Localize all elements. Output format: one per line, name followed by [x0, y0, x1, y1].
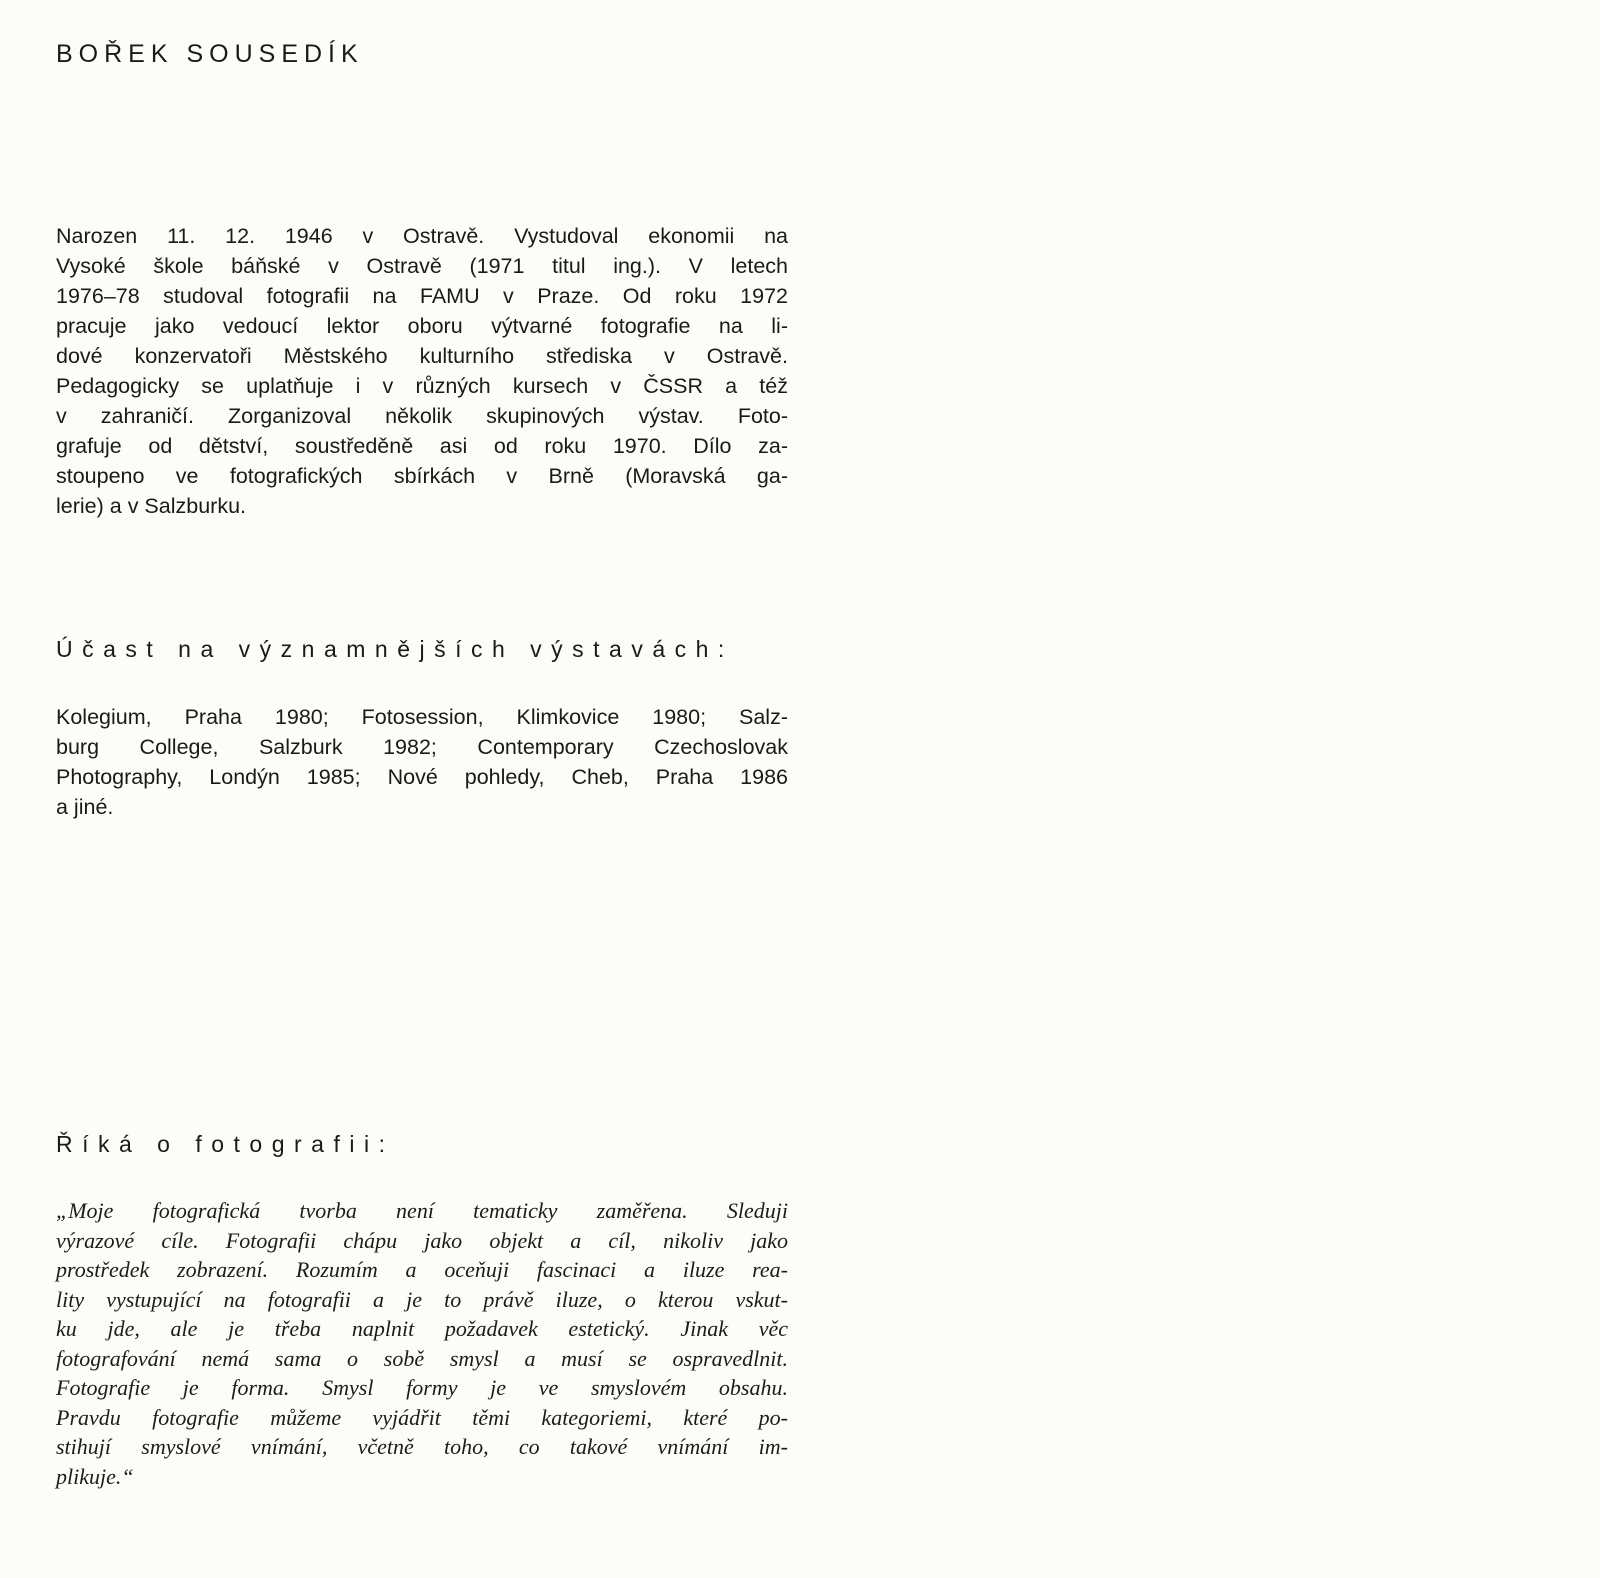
biography-line: lerie) a v Salzburku. [56, 494, 246, 518]
exhibitions-paragraph [56, 702, 788, 822]
statement-line: výrazové cíle. Fotografii chápu jako objekt a cíl, nikoliv jako [56, 1227, 788, 1253]
biography-line: Pedagogicky se uplatňuje i v různých kursech v ČSSR a též [56, 374, 788, 398]
biography-line: grafuje od dětství, soustředěně asi od roku 1970. Dílo za- [56, 434, 788, 458]
statement-line: prostředek zobrazení. Rozumím a oceňuji fascinaci a iluze rea- [56, 1257, 788, 1282]
biography-line: pracuje jako vedoucí lektor oboru výtvarné fotografie na li- [56, 314, 788, 338]
exhibitions-line: Kolegium, Praha 1980; Fotosession, Klimkovice 1980; Salz- [56, 705, 788, 729]
exhibitions-line: Photography, Londýn 1985; Nové pohledy, Cheb, Praha 1986 [56, 765, 788, 789]
statement-line: ku jde, ale je třeba naplnit požadavek estetický. Jinak věc [56, 1316, 788, 1341]
statement-line: fotografování nemá sama o sobě smysl a musí se ospravedlnit. [56, 1345, 788, 1371]
biography-line: Vysoké škole báňské v Ostravě (1971 titul ing.). V letech [56, 254, 788, 278]
biography-line: dové konzervatoři Městského kulturního střediska v Ostravě. [56, 344, 788, 368]
statement-quote [56, 1196, 788, 1491]
statement-line: stihují smyslové vnímání, včetně toho, co takové vnímání im- [56, 1434, 788, 1459]
biography-line: Narozen 11. 12. 1946 v Ostravě. Vystudoval ekonomii na [56, 224, 788, 248]
biography-line: 1976–78 studoval fotografii na FAMU v Praze. Od roku 1972 [56, 284, 788, 308]
statement-line: Fotografie je forma. Smysl formy je ve smyslovém obsahu. [56, 1375, 788, 1400]
statement-line: „Moje fotografická tvorba není tematicky zaměřena. Sleduji [56, 1198, 788, 1223]
biography-line: stoupeno ve fotografických sbírkách v Brně (Moravská ga- [56, 464, 788, 488]
exhibitions-heading: Účast na významnějších výstavách: [56, 636, 734, 662]
author-name: BOŘEK SOUSEDÍK [56, 40, 364, 68]
biography-line: v zahraničí. Zorganizoval několik skupinových výstav. Foto- [56, 404, 788, 428]
statement-line: Pravdu fotografie můžeme vyjádřit těmi kategoriemi, které po- [56, 1404, 788, 1430]
statement-line: lity vystupující na fotografii a je to právě iluze, o kterou vskut- [56, 1286, 788, 1312]
exhibitions-line: a jiné. [56, 795, 114, 819]
statement-line: plikuje.“ [56, 1463, 134, 1489]
biography-paragraph [56, 221, 788, 521]
statement-heading: Říká o fotografii: [56, 1131, 395, 1157]
exhibitions-line: burg College, Salzburk 1982; Contemporary Czechoslovak [56, 735, 788, 759]
